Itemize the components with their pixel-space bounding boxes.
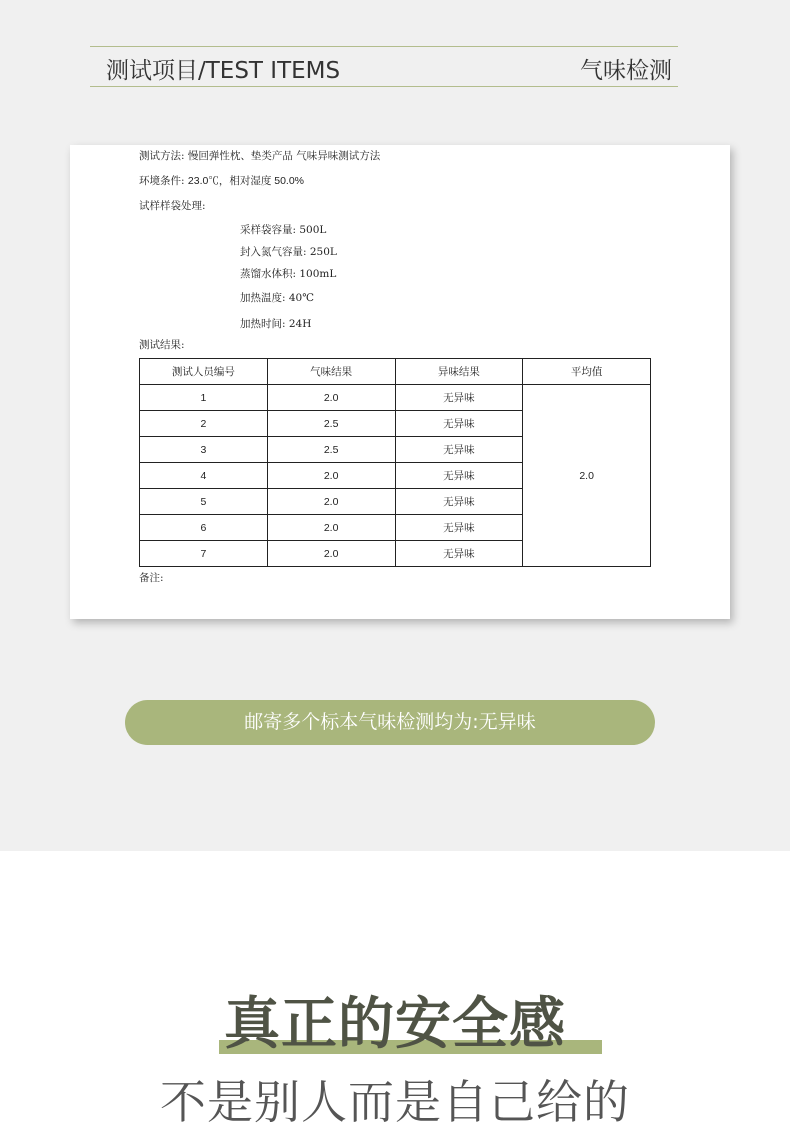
peculiar-result: 无异味 <box>395 385 523 411</box>
header-peculiar-result: 异味结果 <box>395 359 523 385</box>
tester-id: 1 <box>140 385 268 411</box>
header-average: 平均值 <box>523 359 651 385</box>
odor-result: 2.5 <box>267 411 395 437</box>
peculiar-result: 无异味 <box>395 411 523 437</box>
test-method-value: 慢回弹性枕、垫类产品 气味异味测试方法 <box>187 150 381 162</box>
heating-temperature: 加热温度: 40℃ <box>240 292 314 304</box>
odor-result: 2.0 <box>267 463 395 489</box>
test-method-label: 测试方法: <box>139 150 185 162</box>
section-header-title: 测试项目/TEST ITEMS <box>106 58 341 84</box>
peculiar-result: 无异味 <box>395 437 523 463</box>
environment-label: 环境条件: <box>139 175 185 187</box>
test-report-card <box>70 145 730 619</box>
slogan-title-block <box>0 990 790 1060</box>
odor-result: 2.0 <box>267 515 395 541</box>
section-header <box>90 46 678 87</box>
sample-bag-capacity: 采样袋容量: 500L <box>240 224 327 236</box>
tester-id: 3 <box>140 437 268 463</box>
section-header-category: 气味检测 <box>580 58 672 84</box>
distilled-water-volume: 蒸馏水体积: 100mL <box>240 268 337 280</box>
header-odor-result: 气味结果 <box>267 359 395 385</box>
nitrogen-volume: 封入氮气容量: 250L <box>240 246 337 258</box>
tester-id: 7 <box>140 541 268 567</box>
average-value: 2.0 <box>523 385 651 567</box>
heating-time: 加热时间: 24H <box>240 318 312 330</box>
table-row <box>140 385 651 411</box>
odor-result: 2.0 <box>267 385 395 411</box>
environment-line <box>139 173 304 188</box>
header-tester-id: 测试人员编号 <box>140 359 268 385</box>
test-method-line <box>139 148 380 163</box>
peculiar-result: 无异味 <box>395 463 523 489</box>
odor-result: 2.0 <box>267 541 395 567</box>
slogan-subtitle: 不是别人而是自己给的 <box>160 1075 630 1129</box>
tester-id: 2 <box>140 411 268 437</box>
tester-id: 5 <box>140 489 268 515</box>
results-table <box>139 358 651 567</box>
tester-id: 6 <box>140 515 268 541</box>
peculiar-result: 无异味 <box>395 489 523 515</box>
peculiar-result: 无异味 <box>395 541 523 567</box>
test-result-label: 测试结果: <box>139 339 185 351</box>
sample-treatment-label: 试样样袋处理: <box>139 200 206 212</box>
environment-value: 23.0℃，相对湿度 50.0% <box>187 175 305 187</box>
slogan-title: 真正的安全感 <box>224 992 566 1057</box>
remark-label: 备注: <box>139 572 164 584</box>
conclusion-pill: 邮寄多个标本气味检测均为:无异味 <box>125 700 655 745</box>
odor-result: 2.5 <box>267 437 395 463</box>
table-header-row <box>140 359 651 385</box>
odor-result: 2.0 <box>267 489 395 515</box>
peculiar-result: 无异味 <box>395 515 523 541</box>
tester-id: 4 <box>140 463 268 489</box>
